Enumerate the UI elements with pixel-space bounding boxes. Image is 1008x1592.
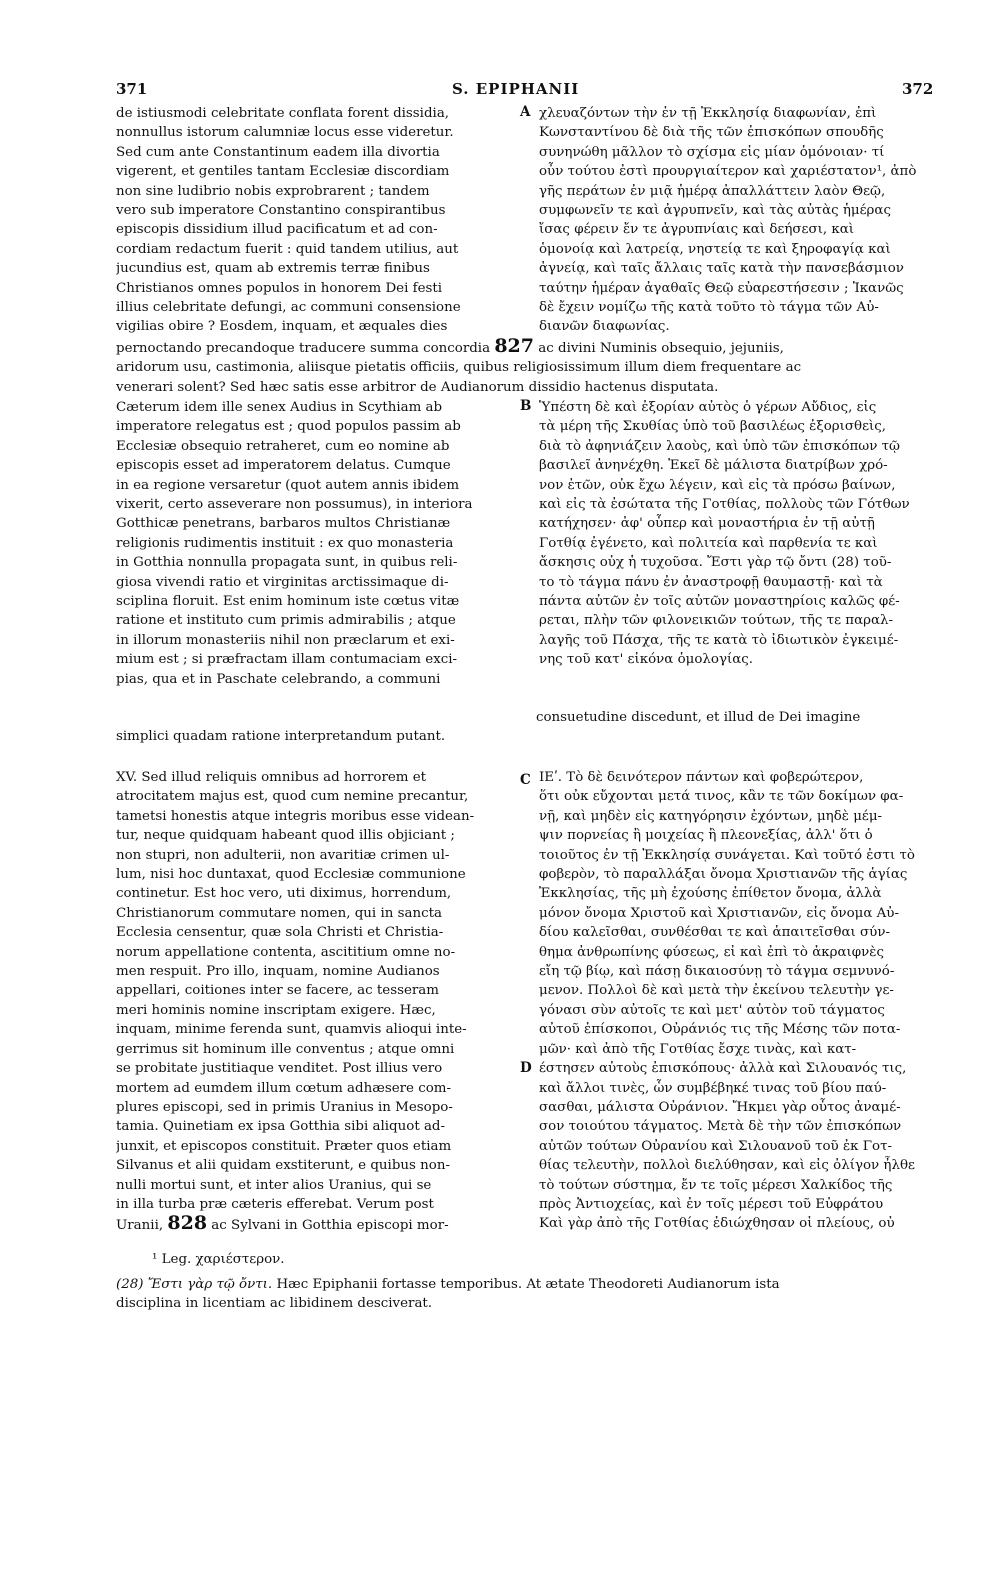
latin-last-pre: Uranii, <box>116 1218 168 1234</box>
latin-line: Cæterum idem ille senex Audius in Scythiam ab <box>116 400 443 415</box>
latin-line: pias, qua et in Paschate celebrando, a communi <box>116 671 441 687</box>
latin-line: illius celebritate defungi, ac communi consensione <box>116 300 461 316</box>
latin-line: tur, neque quidquam habeant quod illis objiciant ; <box>116 828 455 844</box>
greek-line: Ὑπέστη δὲ καὶ ἐξορίαν αὐτὸς ὁ γέρων Αὔδιος, εἰς <box>539 400 877 415</box>
greek-line: πρὸς Ἀντιοχείας, καὶ ἐν τοῖς μέρεσι τοῦ Εὐφράτου <box>539 1196 884 1212</box>
greek-line: Κωνσταντίνου δὲ διὰ τῆς τῶν ἐπισκόπων σπουδῆς <box>539 125 884 141</box>
greek-column-block3 <box>539 768 941 1234</box>
greek-line: οὖν τούτου ἐστὶ προυργιαίτερον καὶ χαριέστατον¹, ἀπὸ <box>539 164 917 180</box>
latin-line: in Gotthia nonnulla propagata sunt, in quibus reli- <box>116 555 458 571</box>
footnote-1: ¹ Leg. χαριέστερον. <box>152 1252 285 1267</box>
margin-letter-c: C <box>520 772 531 788</box>
latin-line: continetur. Est hoc vero, uti diximus, horrendum, <box>116 886 452 902</box>
greek-line: νης τοῦ κατ' εἰκόνα ὁμολογίας. <box>539 652 754 668</box>
greek-line: ρεται, πλὴν τῶν φιλονεικιῶν τούτων, τῆς τε παραλ- <box>539 613 894 629</box>
greek-line: πάντα αὐτῶν ἐν τοῖς αὐτῶν μοναστηρίοις καλῶς φέ- <box>539 594 900 610</box>
greek-line: μῶν· καὶ ἀπὸ τῆς Γοτθίας ἔσχε τινὰς, καὶ κατ- <box>539 1041 857 1057</box>
latin-line: gerrimus sit hominum ille conventus ; atque omni <box>116 1041 455 1057</box>
greek-line: Καὶ γὰρ ἀπὸ τῆς Γοτθίας ἐδιώχθησαν οἱ πλείους, οὐ <box>539 1216 895 1232</box>
greek-line: Γοτθίᾳ ἐγένετο, καὶ πολιτεία καὶ παρθενία τε καὶ <box>539 535 878 551</box>
full-line-1-pre: pernoctando precandoque traducere summa concordia <box>116 341 491 356</box>
greek-line: διὰ τὸ ἀφηνιάζειν λαοὺς, καὶ ὑπὸ τῶν ἐπισκόπων τῷ <box>539 438 900 454</box>
latin-line: Gotthicæ penetrans, barbaros multos Christianæ <box>116 516 451 532</box>
full-line-3: venerari solent? Sed hæc satis esse arbitror de Audianorum dissidio hactenus disputata. <box>116 379 719 395</box>
left-page-number: 371 <box>116 80 148 98</box>
latin-line: Ecclesia censentur, quæ sola Christi et Christia- <box>116 925 444 941</box>
margin-letter-b: B <box>520 398 532 414</box>
latin-line: vigerent, et gentiles tantam Ecclesiæ discordiam <box>116 164 450 180</box>
greek-column-block2 <box>539 398 941 670</box>
greek-line: Ἐκκλησίας, τῆς μὴ ἐχούσης ἐπίθετον ὄνομα, ἀλλὰ <box>539 886 882 902</box>
greek-line: δίου καλεῖσθαι, συνθέσθαι τε καὶ ἀπαιτεῖσθαι σύν- <box>539 925 890 941</box>
greek-line: τὰ μέρη τῆς Σκυθίας ὑπὸ τοῦ βασιλέως ἐξορισθεὶς, <box>539 419 887 435</box>
greek-line: ταύτην ἡμέραν ἀγαθαῖς Θεῷ εὐαρεστήσεσιν ; Ἱκανῶς <box>539 280 904 296</box>
greek-line: ὅτι οὐκ εὔχονται μετά τινος, κἂν τε τῶν δοκίμων φα- <box>539 789 904 805</box>
latin-line: atrocitatem majus est, quod cum nemine precantur, <box>116 789 469 805</box>
greek-line: γῆς περάτων ἐν μιᾷ ἡμέρᾳ ἀπαλλάττειν λαὸν Θεῷ, <box>539 183 886 199</box>
greek-line: εἴη τῷ βίῳ, καὶ πάσῃ δικαιοσύνῃ τὸ τάγμα σεμνυνό- <box>539 964 895 980</box>
column-number-828: 828 <box>167 1214 208 1235</box>
greek-line: θημα ἀνθρωπίνης φύσεως, εἰ καὶ ἐπὶ τὸ ἀκραιφνὲς <box>539 944 884 960</box>
latin-line: vero sub imperatore Constantino conspirantibus <box>116 203 446 219</box>
greek-line: μόνον ὄνομα Χριστοῦ καὶ Χριστιανῶν, εἰς ὄνομα Αὐ- <box>539 905 899 921</box>
greek-line: σον τοιούτου τάγματος. Μετὰ δὲ τὴν τῶν ἐπισκόπων <box>539 1119 902 1135</box>
latin-line: episcopis dissidium illud pacificatum et ad con- <box>116 222 438 238</box>
full-line-1-post: ac divini Numinis obsequio, jejuniis, <box>538 341 784 356</box>
latin-line: giosa vivendi ratio et virginitas arctissimaque di- <box>116 574 449 590</box>
footnote-28 <box>116 1275 942 1314</box>
footnote-28-line2: disciplina in licentiam ac libidinem desciverat. <box>116 1296 433 1312</box>
latin-line: meri hominis nomine inscriptam exigere. Hæc, <box>116 1002 436 1018</box>
latin-line: non stupri, non adulterii, non avaritiæ crimen ul- <box>116 847 450 863</box>
latin-line: tamia. Quinetiam ex ipsa Gotthia sibi aliquot ad- <box>116 1119 446 1135</box>
greek-line: αὐτῶν τούτων Οὐρανίου καὶ Σιλουανοῦ τοῦ ἐκ Γοτ- <box>539 1138 893 1154</box>
footnote-28-ref: (28) Ἔστι γὰρ τῷ ὄντι. <box>116 1277 273 1292</box>
full-line-2: aridorum usu, castimonia, aliisque pietatis officiis, quibus religiosissimum illum diem frequentare ac <box>116 360 802 376</box>
latin-line: junxit, et episcopos constituit. Præter quos etiam <box>116 1138 452 1154</box>
latin-line: Silvanus et alii quidam exstiterunt, e quibus non- <box>116 1158 450 1174</box>
footnote-28-text: Hæc Epiphanii fortasse temporibus. At ætate Theodoreti Audianorum ista <box>276 1277 780 1292</box>
right-page-number: 372 <box>902 80 934 98</box>
greek-line: ἄσκησις οὐχ ἡ τυχοῦσα. Ἔστι γὰρ τῷ ὄντι (28) τοῦ- <box>539 555 892 571</box>
latin-line: vigilias obire ? Eosdem, inquam, et æquales dies <box>116 319 448 335</box>
greek-line: σασθαι, μάλιστα Οὐράνιον. Ἤκμει γὰρ οὗτος ἀναμέ- <box>539 1099 901 1115</box>
margin-letter-d: D <box>520 1060 532 1076</box>
latin-line: appellari, coitiones inter se facere, ac tesseram <box>116 983 439 999</box>
greek-line: ΙΕʹ. Τὸ δὲ δεινότερον πάντων καὶ φοβερώτερον, <box>539 770 864 785</box>
greek-column-block1 <box>539 104 941 337</box>
latin-line: XV. Sed illud reliquis omnibus ad horrorem et <box>116 770 427 785</box>
greek-line: καὶ εἰς τὰ ἐσώτατα τῆς Γοτθίας, πολλοὺς τῶν Γότθων <box>539 497 910 513</box>
latin-line: nonnullus istorum calumniæ locus esse videretur. <box>116 125 454 141</box>
latin-column-block3 <box>116 768 516 1236</box>
latin-line: jucundius est, quam ab extremis terræ finibus <box>116 261 430 277</box>
greek-line: νῇ, καὶ μηδὲν εἰς κατηγόρησιν ἐχόντων, μηδὲ μέμ- <box>539 808 883 824</box>
latin-line: mium est ; si præfractam illam contumaciam exci- <box>116 652 458 668</box>
latin-line: Christianorum commutare nomen, qui in sancta <box>116 905 442 921</box>
running-title: S. EPIPHANII <box>452 80 580 98</box>
greek-line: μενον. Πολλοὶ δὲ καὶ μετὰ τὴν ἐκείνου τελευτὴν γε- <box>539 983 894 999</box>
greek-line: τοιοῦτος ἐν τῇ Ἐκκλησίᾳ συνάγεται. Καὶ τοῦτό ἐστι τὸ <box>539 847 915 863</box>
latin-line: vixerit, certo asseverare non possumus), in interiora <box>116 497 473 513</box>
greek-line: λαγῆς τοῦ Πάσχα, τῆς τε κατὰ τὸ ἰδιωτικὸν ἐγκειμέ- <box>539 632 899 648</box>
margin-letter-a: A <box>520 104 531 120</box>
latin-line: de istiusmodi celebritate conflata forent dissidia, <box>116 106 450 121</box>
latin-line: non sine ludibrio nobis exprobrarent ; tandem <box>116 183 430 199</box>
greek-line: νον ἐτῶν, οὐκ ἔχω λέγειν, καὶ εἰς τὰ πρόσω βαίνων, <box>539 477 896 493</box>
greek-line: κατήχησεν· ἀφ' οὗπερ καὶ μοναστήρια ἐν τῇ αὐτῇ <box>539 516 875 532</box>
full-width-paragraph-1 <box>116 337 942 397</box>
greek-line: τὸ τούτων σύστημα, ἔν τε τοῖς μέρεσι Χαλκίδος τῆς <box>539 1177 893 1193</box>
column-number-827: 827 <box>494 337 534 357</box>
greek-line: διανῶν διαφωνίας. <box>539 319 670 335</box>
greek-line: ἴσας φέρειν ἔν τε ἀγρυπνίαις καὶ δεήσεσι, καὶ <box>539 222 855 238</box>
latin-line: imperatore relegatus est ; quod populos passim ab <box>116 419 461 435</box>
block2-tail <box>116 708 942 747</box>
greek-line: χλευαζόντων τὴν ἐν τῇ Ἐκκλησίᾳ διαφωνίαν, ἐπὶ <box>539 106 877 121</box>
latin-line: mortem ad eumdem illum cœtum adhæsere com- <box>116 1080 451 1096</box>
latin-line: in illa turba præ cæteris efferebat. Verum post <box>116 1196 434 1212</box>
latin-line: cordiam redactum fuerit : quid tandem utilius, aut <box>116 241 459 257</box>
greek-line: δὲ ἔχειν νομίζω τῆς κατὰ τοῦτο τὸ τάγμα τῶν Αὐ- <box>539 300 879 316</box>
latin-line: men respuit. Pro illo, inquam, nomine Audianos <box>116 964 440 980</box>
latin-line: sciplina floruit. Est enim hominum iste cœtus vitæ <box>116 594 460 610</box>
latin-line: in ea regione versaretur (quot autem annis ibidem <box>116 477 460 493</box>
greek-tail-latin-line: consuetudine discedunt, et illud de Dei imagine <box>536 710 861 725</box>
latin-line: Sed cum ante Constantinum eadem illa divortia <box>116 144 440 160</box>
latin-line: inquam, minime ferenda sunt, quamvis alioqui inte- <box>116 1022 467 1038</box>
latin-line: norum appellatione contenta, ascititium omne no- <box>116 944 456 960</box>
latin-tail-line: simplici quadam ratione interpretandum putant. <box>116 729 446 745</box>
greek-line: ψιν πορνείας ἢ μοιχείας ἢ πλεονεξίας, ἀλλ' ὅτι ὁ <box>539 828 873 844</box>
greek-line: καὶ ἄλλοι τινὲς, ὧν συμβέβηκέ τινας τοῦ βίου παύ- <box>539 1080 887 1096</box>
latin-column-block1 <box>116 104 516 337</box>
greek-line: ὁμονοίᾳ καὶ λατρείᾳ, νηστείᾳ τε καὶ ξηροφαγίᾳ καὶ <box>539 241 891 257</box>
latin-line: Ecclesiæ obsequio retraheret, cum eo nomine ab <box>116 438 450 454</box>
greek-line: θίας τελευτὴν, πολλοὶ διελύθησαν, καὶ εἰς ὀλίγον ἦλθε <box>539 1158 915 1174</box>
latin-line: lum, nisi hoc duntaxat, quod Ecclesiæ communione <box>116 867 466 883</box>
greek-line: έστησεν αὐτοὺς ἐπισκόπους· ἀλλὰ καὶ Σιλουανός τις, <box>539 1061 907 1077</box>
latin-line: nulli mortui sunt, et inter alios Uranius, qui se <box>116 1177 432 1193</box>
greek-line: συνηνώθη μᾶλλον τὸ σχίσμα εἰς μίαν ὁμόνοιαν· τί <box>539 144 885 160</box>
greek-line: γόνασι σὺν αὐτοῖς τε καὶ μετ' αὐτὸν τοῦ τάγματος <box>539 1002 885 1018</box>
greek-line: ἁγνείᾳ, καὶ ταῖς ἄλλαις ταῖς κατὰ τὴν πανσεβάσμιον <box>539 261 904 277</box>
greek-line: αὐτοῦ ἐπίσκοποι, Οὐράνιός τις τῆς Μέσης τῶν ποτα- <box>539 1022 901 1038</box>
greek-line: συμφωνεῖν τε καὶ ἀγρυπνεῖν, καὶ τὰς αὐτὰς ἡμέρας <box>539 203 891 219</box>
latin-line: Christianos omnes populos in honorem Dei festi <box>116 280 443 296</box>
latin-column-block2 <box>116 398 516 689</box>
latin-last-post: ac Sylvani in Gotthia episcopi mor- <box>207 1218 449 1234</box>
greek-line: το τὸ τάγμα πάνυ ἐν ἀναστροφῇ θαυμαστῇ· καὶ τὰ <box>539 574 883 590</box>
latin-line: tametsi honestis atque integris moribus esse videan- <box>116 808 475 824</box>
latin-line: plures episcopi, sed in primis Uranius in Mesopo- <box>116 1099 453 1115</box>
latin-line: in illorum monasteriis nihil non præclarum et exi- <box>116 632 455 648</box>
latin-line: religionis rudimentis instituit : ex quo monasteria <box>116 535 454 551</box>
latin-line: se probitate justitiaque venditet. Post illius vero <box>116 1061 443 1077</box>
latin-last-line <box>116 1214 516 1235</box>
latin-line: episcopis esset ad imperatorem delatus. Cumque <box>116 458 451 474</box>
greek-line: βασιλεῖ ἀνηνέχθη. Ἐκεῖ δὲ μάλιστα διατρίβων χρό- <box>539 458 888 474</box>
latin-line: ratione et instituto cum primis admirabilis ; atque <box>116 613 456 629</box>
greek-line: φοβερὸν, τὸ παραλλάξαι ὄνομα Χριστιανῶν τῆς ἁγίας <box>539 867 908 883</box>
